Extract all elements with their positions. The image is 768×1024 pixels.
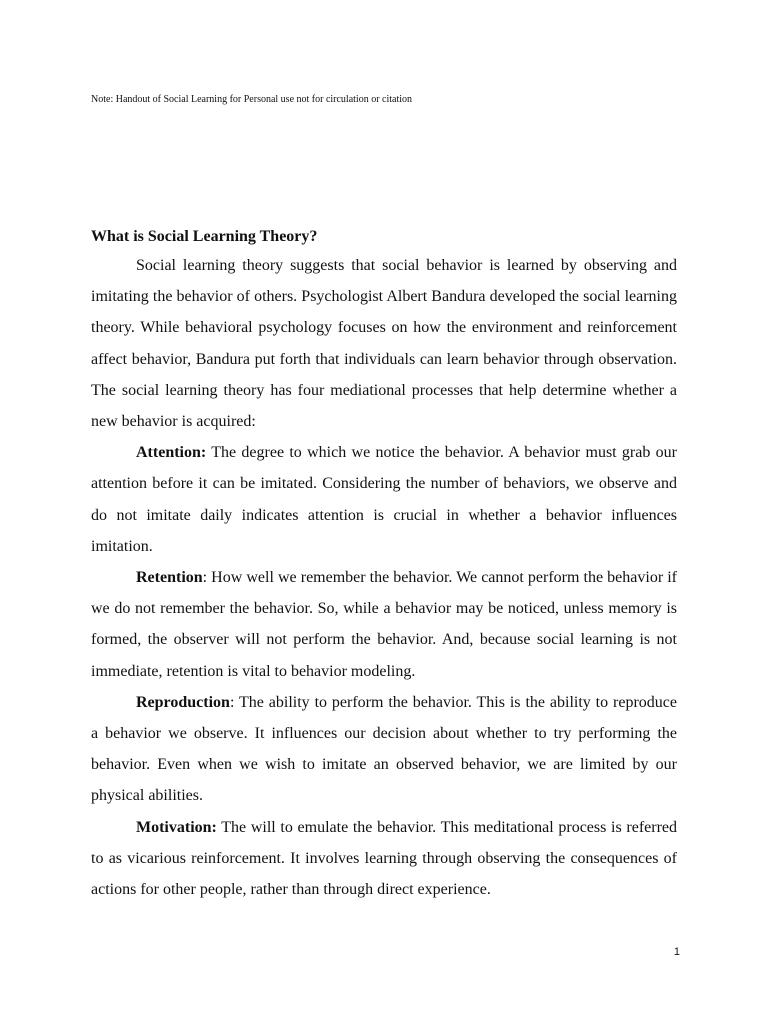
process-term: Motivation: [136, 818, 217, 836]
document-body [91, 224, 677, 905]
process-paragraph-motivation [91, 812, 677, 906]
process-term: Attention: [136, 444, 207, 462]
process-paragraph-attention [91, 437, 677, 562]
process-description: : How well we remember the behavior. We cannot perform the behavior if we do not remember the behavior. So, while a behavior may be noticed, unless memory is formed, the observer will not perform the behavior. And, because social learning is not immediate, retention is vital to behavior modeling. [91, 569, 677, 680]
process-paragraph-reproduction [91, 687, 677, 812]
process-description: The degree to which we notice the behavior. A behavior must grab our attention before it can be imitated. Considering the number of behaviors, we observe and do not imitate daily indicates attention is crucial in whether a behavior influences imitation. [91, 444, 677, 555]
process-description: The will to emulate the behavior. This meditational process is referred to as vicarious reinforcement. It involves learning through observing the consequences of actions for other people, rather than through direct experience. [91, 818, 677, 899]
process-term: Retention [136, 569, 203, 587]
process-description: : The ability to perform the behavior. This is the ability to reproduce a behavior we observe. It influences our decision about whether to try performing the behavior. Even when we wish to imitate an observed behavior, we are limited by our physical abilities. [91, 693, 677, 805]
page-number: 1 [673, 946, 680, 958]
section-heading: What is Social Learning Theory? [91, 228, 318, 245]
process-term: Reproduction [136, 693, 230, 711]
header-note: Note: Handout of Social Learning for Personal use not for circulation or citation [91, 94, 413, 105]
intro-paragraph: Social learning theory suggests that social behavior is learned by observing and imitating the behavior of others. Psychologist Albert Bandura developed the social learning theory. While behavioral psychology focuses on how the environment and reinforcement affect behavior, Bandura put forth that individuals can learn behavior through observation. The social learning theory has four mediational processes that help determine whether a new behavior is acquired: [91, 257, 677, 431]
process-paragraph-retention [91, 562, 677, 687]
